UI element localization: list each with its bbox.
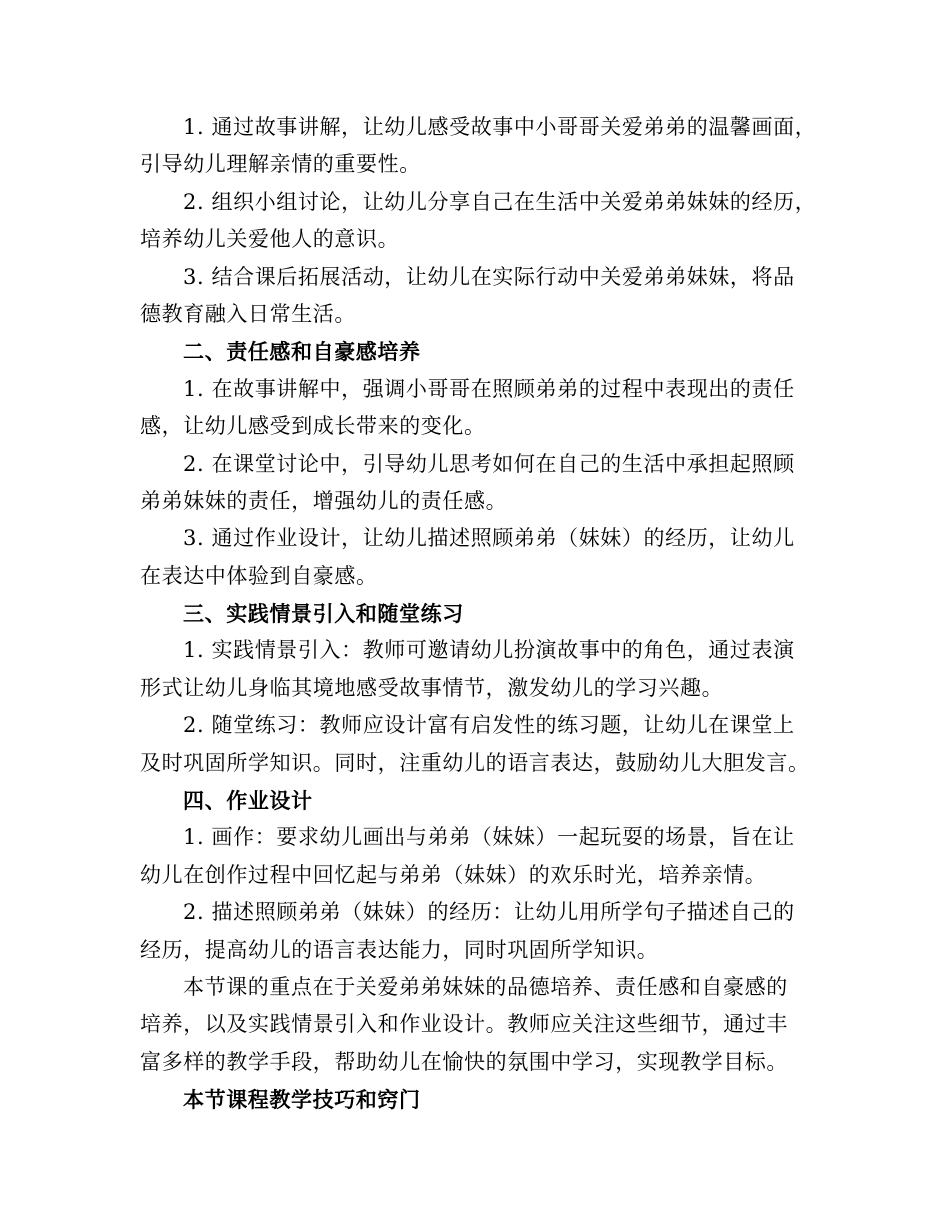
paragraph-line: 引导幼儿理解亲情的重要性。 xyxy=(140,152,421,177)
section-heading: 本节课程教学技巧和窍门 xyxy=(183,1087,421,1113)
paragraph-line: 培养幼儿关爱他人的意识。 xyxy=(140,227,400,252)
paragraph-line: 2. 在课堂讨论中，引导幼儿思考如何在自己的生活中承担起照顾 xyxy=(183,451,795,476)
section-heading: 四、作业设计 xyxy=(183,788,313,814)
paragraph-line: 在表达中体验到自豪感。 xyxy=(140,563,378,588)
section-heading: 二、责任感和自豪感培养 xyxy=(183,339,421,365)
paragraph-line: 1. 实践情景引入：教师可邀请幼儿扮演故事中的角色，通过表演 xyxy=(183,638,795,663)
paragraph-line: 1. 在故事讲解中，强调小哥哥在照顾弟弟的过程中表现出的责任 xyxy=(183,376,795,401)
paragraph-line: 2. 组织小组讨论，让幼儿分享自己在生活中关爱弟弟妹妹的经历， xyxy=(183,189,817,214)
paragraph-line: 经历，提高幼儿的语言表达能力，同时巩固所学知识。 xyxy=(140,937,659,962)
paragraph-line: 感，让幼儿感受到成长带来的变化。 xyxy=(140,414,486,439)
paragraph-line: 本节课的重点在于关爱弟弟妹妹的品德培养、责任感和自豪感的 xyxy=(183,974,788,999)
paragraph-line: 形式让幼儿身临其境地感受故事情节，激发幼儿的学习兴趣。 xyxy=(140,675,724,700)
document-page xyxy=(140,109,817,1119)
paragraph-line: 3. 结合课后拓展活动，让幼儿在实际行动中关爱弟弟妹妹，将品 xyxy=(183,264,795,289)
paragraph-line: 培养，以及实践情景引入和作业设计。教师应关注这些细节，通过丰 xyxy=(140,1012,788,1037)
paragraph-line: 及时巩固所学知识。同时，注重幼儿的语言表达，鼓励幼儿大胆发言。 xyxy=(140,750,810,775)
paragraph-line: 富多样的教学手段，帮助幼儿在愉快的氛围中学习，实现教学目标。 xyxy=(140,1049,788,1074)
paragraph-line: 2. 描述照顾弟弟（妹妹）的经历：让幼儿用所学句子描述自己的 xyxy=(183,900,795,925)
paragraph-line: 3. 通过作业设计，让幼儿描述照顾弟弟（妹妹）的经历，让幼儿 xyxy=(183,526,795,551)
paragraph-line: 1. 画作：要求幼儿画出与弟弟（妹妹）一起玩耍的场景，旨在让 xyxy=(183,825,795,850)
section-heading: 三、实践情景引入和随堂练习 xyxy=(183,601,464,627)
paragraph-line: 1. 通过故事讲解，让幼儿感受故事中小哥哥关爱弟弟的温馨画面， xyxy=(183,115,817,139)
paragraph-line: 弟弟妹妹的责任，增强幼儿的责任感。 xyxy=(140,488,508,513)
paragraph-line: 幼儿在创作过程中回忆起与弟弟（妹妹）的欢乐时光，培养亲情。 xyxy=(140,862,767,887)
paragraph-line: 2. 随堂练习：教师应设计富有启发性的练习题，让幼儿在课堂上 xyxy=(183,713,795,738)
paragraph-line: 德教育融入日常生活。 xyxy=(140,301,356,326)
